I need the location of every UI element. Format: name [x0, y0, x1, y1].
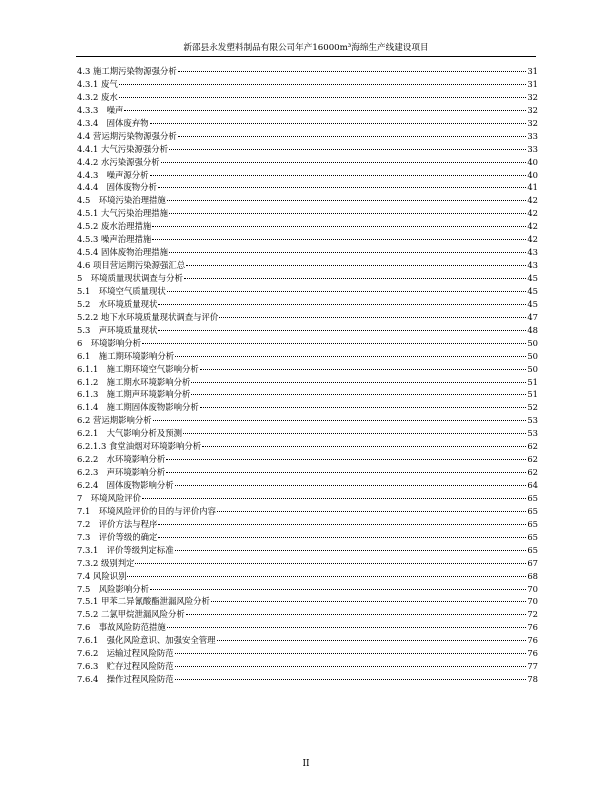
toc-entry[interactable] [77, 544, 538, 557]
page-number: II [302, 759, 310, 769]
toc-entry-title: 4.3.3 噪声 [77, 104, 124, 115]
toc-entry-page: 76 [527, 635, 538, 646]
toc-entry-title: 6.1 施工期环境影响分析 [77, 350, 175, 361]
toc-entry-title: 7.5.1 甲苯二异氰酸酯泄漏风险分析 [77, 596, 210, 607]
toc-entry-page: 65 [527, 505, 538, 516]
toc-entry-title: 7 环境风险评价 [77, 492, 141, 503]
toc-entry-title: 6.2.1.3 食堂油烟对环境影响分析 [77, 441, 202, 452]
toc-dot-leader [211, 601, 526, 602]
toc-entry[interactable] [77, 91, 538, 104]
toc-entry-page: 32 [527, 104, 538, 115]
toc-entry-page: 33 [527, 130, 538, 141]
toc-entry[interactable] [77, 634, 538, 647]
toc-entry-page: 43 [527, 247, 538, 258]
toc-dot-leader [186, 614, 527, 615]
toc-entry[interactable] [77, 492, 538, 505]
toc-entry-page: 52 [527, 402, 538, 413]
toc-entry-page: 62 [527, 467, 538, 478]
toc-entry-page: 51 [527, 376, 538, 387]
toc-entry-page: 62 [527, 441, 538, 452]
toc-dot-leader [175, 666, 527, 667]
toc-dot-leader [200, 407, 527, 408]
toc-entry[interactable] [77, 298, 538, 311]
toc-dot-leader [178, 71, 527, 72]
toc-entry-title: 7.6.2 运输过程风险防范 [77, 648, 174, 659]
toc-entry-page: 45 [527, 273, 538, 283]
toc-dot-leader [150, 589, 526, 590]
toc-entry-page: 53 [527, 415, 538, 426]
toc-dot-leader [175, 550, 527, 551]
toc-dot-leader [127, 576, 526, 577]
toc-entry[interactable] [77, 233, 538, 246]
toc-entry-title: 7.4 风险识别 [77, 570, 127, 581]
toc-entry-title: 7.5 风险影响分析 [77, 583, 149, 594]
toc-entry[interactable] [77, 220, 538, 233]
toc-entry[interactable] [77, 272, 538, 285]
toc-entry-page: 32 [527, 117, 538, 128]
toc-dot-leader [167, 291, 527, 292]
toc-entry-page: 68 [527, 570, 538, 581]
toc-entry-page: 53 [527, 428, 538, 439]
toc-entry-page: 78 [527, 674, 538, 685]
toc-entry[interactable] [77, 595, 538, 608]
toc-dot-leader [158, 524, 526, 525]
toc-dot-leader [191, 382, 526, 383]
toc-entry-page: 45 [527, 298, 538, 309]
toc-entry-title: 7.6.3 贮存过程风险防范 [77, 661, 174, 672]
toc-entry[interactable] [77, 583, 538, 596]
toc-dot-leader [175, 356, 526, 357]
toc-entry[interactable] [77, 169, 538, 182]
toc-entry[interactable] [77, 78, 538, 91]
toc-entry-title: 6.1.1 施工期环境空气影响分析 [77, 363, 199, 374]
toc-entry[interactable] [77, 363, 538, 376]
toc-entry[interactable] [77, 570, 538, 583]
toc-entry-page: 42 [527, 208, 538, 219]
toc-entry-title: 7.2 评价方法与程序 [77, 518, 158, 529]
toc-entry[interactable] [77, 156, 538, 169]
toc-entry-title: 7.6.1 强化风险意识、加强安全管理 [77, 635, 216, 646]
toc-entry-page: 42 [527, 221, 538, 232]
toc-entry-title: 6.2.3 声环境影响分析 [77, 467, 166, 478]
toc-entry-page: 65 [527, 544, 538, 555]
toc-entry-title: 4.4.2 水污染源强分析 [77, 156, 160, 167]
toc-dot-leader [152, 239, 526, 240]
toc-entry[interactable] [77, 673, 538, 686]
toc-entry-page: 48 [527, 324, 538, 335]
toc-dot-leader [183, 433, 526, 434]
toc-dot-leader [184, 278, 527, 279]
toc-entry-page: 31 [527, 78, 538, 89]
toc-dot-leader [158, 537, 526, 538]
toc-entry-title: 4.4.4 固体废物分析 [77, 182, 157, 193]
toc-entry-page: 32 [527, 91, 538, 102]
toc-entry-title: 7.5.2 二氯甲烷泄漏风险分析 [77, 609, 185, 620]
toc-entry-title: 7.6.4 操作过程风险防范 [77, 674, 174, 685]
toc-entry[interactable] [77, 259, 538, 272]
toc-dot-leader [166, 459, 526, 460]
toc-entry-title: 5.2.2 地下水环境质量现状调查与评价 [77, 311, 219, 322]
toc-dot-leader [202, 446, 526, 447]
toc-entry-title: 4.3.2 废水 [77, 91, 118, 102]
document-title: 新邵县永发塑料制品有限公司年产16000m³海绵生产线建设项目 [183, 43, 429, 53]
toc-entry[interactable] [77, 647, 538, 660]
toc-entry-page: 50 [527, 337, 538, 348]
toc-entry-title: 4.3.1 废气 [77, 78, 118, 89]
toc-entry-page: 50 [527, 363, 538, 374]
toc-entry-page: 31 [527, 66, 538, 76]
page-header [76, 41, 536, 55]
toc-entry-page: 70 [527, 583, 538, 594]
toc-entry-title: 4.5.2 废水治理措施 [77, 221, 152, 232]
toc-entry-page: 42 [527, 234, 538, 245]
toc-entry[interactable] [77, 143, 538, 156]
toc-entry[interactable] [77, 505, 538, 518]
toc-entry-title: 4.6 项目营运期污染源强汇总 [77, 260, 186, 271]
toc-entry-page: 65 [527, 518, 538, 529]
toc-entry[interactable] [77, 621, 538, 634]
toc-entry-page: 40 [527, 169, 538, 180]
toc-entry[interactable] [77, 117, 538, 130]
toc-entry-title: 6.2.2 水环境影响分析 [77, 454, 166, 465]
toc-entry-title: 4.5 环境污染治理措施 [77, 195, 166, 206]
toc-entry[interactable] [77, 207, 538, 220]
toc-entry[interactable] [77, 557, 538, 570]
toc-entry[interactable] [77, 453, 538, 466]
toc-entry-title: 7.1 环境风险评价的目的与评价内容 [77, 505, 216, 516]
toc-entry-title: 4.4.3 噪声源分析 [77, 169, 149, 180]
toc-dot-leader [186, 265, 526, 266]
toc-entry-title: 5.1 环境空气质量现状 [77, 285, 166, 296]
toc-dot-leader [166, 472, 526, 473]
toc-dot-leader [158, 304, 526, 305]
toc-dot-leader [200, 369, 527, 370]
toc-entry-title: 7.6 事故风险防范措施 [77, 622, 166, 633]
toc-entry-page: 50 [527, 350, 538, 361]
toc-dot-leader [169, 213, 526, 214]
toc-entry[interactable] [77, 479, 538, 492]
toc-entry-title: 7.3 评价等级的确定 [77, 531, 158, 542]
toc-dot-leader [158, 330, 526, 331]
toc-entry-title: 5.3 声环境质量现状 [77, 324, 158, 335]
toc-entry-title: 6.2.1 大气影响分析及预测 [77, 428, 183, 439]
toc-entry-page: 77 [527, 661, 538, 672]
toc-entry-title: 4.4.1 大气污染源强分析 [77, 143, 168, 154]
toc-entry[interactable] [77, 194, 538, 207]
toc-entry[interactable] [77, 466, 538, 479]
toc-entry-title: 6.2.4 固体废物影响分析 [77, 480, 174, 490]
toc-dot-leader [150, 175, 527, 176]
toc-entry-page: 70 [527, 596, 538, 607]
toc-entry[interactable] [77, 440, 538, 453]
toc-dot-leader [175, 485, 527, 486]
toc-entry-title: 7.3.1 评价等级判定标准 [77, 544, 174, 555]
toc-entry[interactable] [77, 104, 538, 117]
page-footer [0, 759, 612, 769]
toc-entry-title: 4.4 营运期污染物源强分析 [77, 130, 177, 141]
toc-dot-leader [219, 317, 526, 318]
toc-dot-leader [142, 498, 526, 499]
toc-dot-leader [158, 187, 526, 188]
toc-entry-page: 76 [527, 622, 538, 633]
toc-entry-page: 42 [527, 195, 538, 206]
toc-entry[interactable] [77, 246, 538, 259]
toc-entry[interactable] [77, 350, 538, 363]
toc-entry-title: 6.1.4 施工期固体废物影响分析 [77, 402, 199, 413]
toc-entry-title: 4.5.3 噪声治理措施 [77, 234, 152, 245]
toc-entry-page: 41 [527, 182, 538, 193]
toc-entry[interactable] [77, 181, 538, 194]
toc-entry[interactable] [77, 376, 538, 389]
toc-entry-title: 7.3.2 级别判定 [77, 557, 135, 568]
toc-dot-leader [169, 149, 526, 150]
toc-entry-page: 51 [527, 389, 538, 400]
toc-entry[interactable] [77, 608, 538, 621]
toc-entry-title: 6.2 营运期影响分析 [77, 415, 152, 426]
toc-entry-page: 47 [527, 311, 538, 322]
toc-dot-leader [119, 97, 527, 98]
toc-dot-leader [152, 226, 526, 227]
toc-entry-title: 6 环境影响分析 [77, 337, 141, 348]
toc-dot-leader [150, 123, 527, 124]
toc-entry[interactable] [77, 130, 538, 143]
toc-entry-title: 4.5.1 大气污染治理措施 [77, 208, 168, 219]
toc-entry-page: 43 [527, 260, 538, 271]
toc-dot-leader [119, 84, 527, 85]
toc-dot-leader [178, 136, 527, 137]
toc-entry[interactable] [77, 337, 538, 350]
toc-entry[interactable] [77, 518, 538, 531]
toc-entry-title: 6.1.3 施工期声环境影响分析 [77, 389, 191, 400]
table-of-contents [77, 65, 538, 686]
toc-dot-leader [175, 653, 527, 654]
toc-entry[interactable] [77, 311, 538, 324]
toc-entry-title: 5 环境质量现状调查与分析 [77, 273, 183, 283]
toc-entry-title: 4.3 施工期污染物源强分析 [77, 66, 177, 76]
toc-dot-leader [217, 640, 527, 641]
toc-entry[interactable] [77, 388, 538, 401]
header-rule [76, 56, 536, 57]
toc-entry-page: 45 [527, 285, 538, 296]
toc-entry-page: 62 [527, 454, 538, 465]
toc-entry[interactable] [77, 401, 538, 414]
toc-entry-page: 76 [527, 648, 538, 659]
toc-entry-page: 72 [527, 609, 538, 620]
toc-entry[interactable] [77, 660, 538, 673]
toc-entry-page: 64 [527, 480, 538, 490]
toc-dot-leader [175, 679, 527, 680]
toc-entry[interactable] [77, 65, 538, 78]
toc-dot-leader [217, 511, 526, 512]
toc-dot-leader [135, 563, 526, 564]
toc-dot-leader [153, 420, 527, 421]
toc-entry-page: 65 [527, 492, 538, 503]
toc-entry[interactable] [77, 427, 538, 440]
toc-dot-leader [191, 394, 526, 395]
toc-dot-leader [124, 110, 526, 111]
toc-dot-leader [161, 162, 527, 163]
toc-dot-leader [167, 200, 527, 201]
toc-entry-page: 33 [527, 143, 538, 154]
toc-entry-title: 4.5.4 固体废物治理措施 [77, 247, 168, 258]
toc-entry[interactable] [77, 531, 538, 544]
toc-dot-leader [142, 343, 526, 344]
toc-entry[interactable] [77, 324, 538, 337]
toc-entry-title: 5.2 水环境质量现状 [77, 298, 158, 309]
toc-entry-page: 40 [527, 156, 538, 167]
toc-entry-title: 4.3.4 固体废弃物 [77, 117, 149, 128]
toc-dot-leader [169, 252, 526, 253]
toc-entry[interactable] [77, 414, 538, 427]
toc-entry-page: 67 [527, 557, 538, 568]
toc-entry-page: 65 [527, 531, 538, 542]
toc-entry[interactable] [77, 285, 538, 298]
toc-dot-leader [167, 627, 527, 628]
toc-entry-title: 6.1.2 施工期水环境影响分析 [77, 376, 191, 387]
